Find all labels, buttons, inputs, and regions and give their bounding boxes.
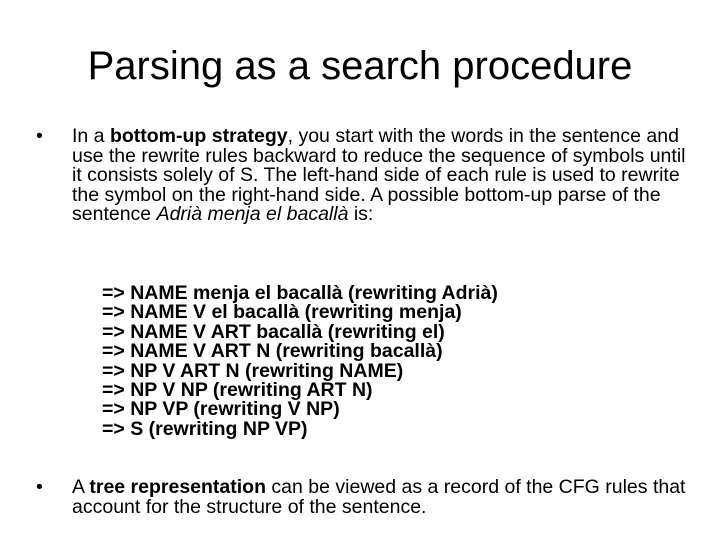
bullet-marker: • [36, 125, 43, 147]
text-segment: can be viewed as a record of the CFG rules that account for the structure of the sentence. [72, 476, 686, 518]
example-sentence: Adrià menja el bacallà [156, 203, 349, 226]
bold-term: tree representation [89, 476, 267, 498]
parse-step: => NAME V el bacallà (rewriting menja) [102, 301, 462, 324]
parse-step: => NAME V ART N (rewriting bacallà) [102, 340, 443, 363]
text-segment: In a [72, 125, 110, 147]
bullet-text [72, 478, 696, 517]
slide-title: Parsing as a search procedure [87, 44, 633, 88]
parse-step: => NAME V ART bacallà (rewriting el) [102, 320, 445, 343]
parse-step: => NAME menja el bacallà (rewriting Adrià) [102, 282, 498, 304]
text-segment: , you start with the words in the sentence and use the rewrite rules backward to reduce the sequence of symbols until it consists solely of S. The left-hand side of each rule is used to rewrite the symbol on the right-hand side. A possible bottom-up parse of the sentence [72, 125, 686, 226]
bullet-bottom-up [36, 127, 696, 225]
bullet-text [72, 127, 696, 225]
parse-steps [102, 284, 498, 439]
parse-step: => S (rewriting NP VP) [102, 417, 308, 440]
parse-step: => NP VP (rewriting V NP) [102, 398, 340, 421]
bullet-tree-representation [36, 478, 696, 517]
text-segment: A [72, 476, 90, 498]
bold-term: bottom-up strategy [109, 125, 288, 147]
bullet-marker: • [36, 476, 43, 498]
text-segment: is: [348, 203, 374, 226]
parse-step: => NP V NP (rewriting ART N) [102, 379, 373, 402]
parse-step: => NP V ART N (rewriting NAME) [102, 359, 404, 382]
